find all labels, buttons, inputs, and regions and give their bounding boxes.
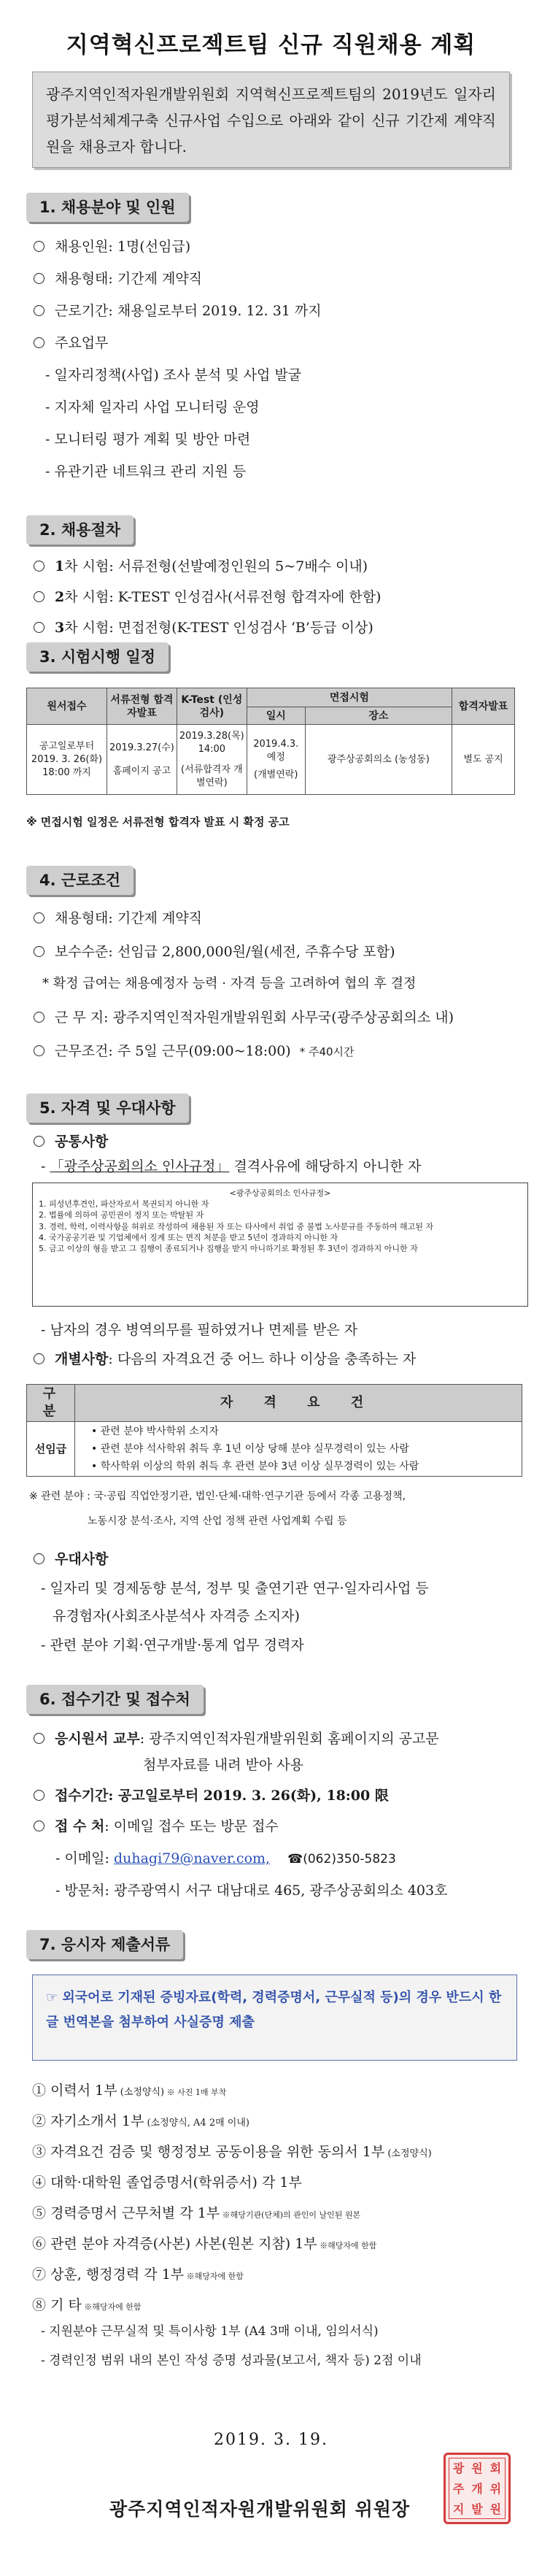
document-item: ⑥ 관련 분야 자격증(사본) 사본(원본 지참) 1부 ※해당자에 한함 — [32, 2236, 377, 2252]
common-requirement: - 「광주상공회의소 인사규정」 결격사유에 해당하지 아니한 자 — [41, 1158, 422, 1174]
document-item: ② 자기소개서 1부 (소정양식, A4 2매 이내) — [32, 2113, 249, 2129]
duty-line: - 지자체 일자리 사업 모니터링 운영 — [45, 399, 260, 415]
table-cell: 광주상공회의소 (농성동) — [305, 725, 452, 795]
signer-name: 광주지역인적자원개발위원회 위원장 — [109, 2499, 411, 2520]
email-line: - 이메일: duhagi79@naver.com, ☎(062)350-5823 — [55, 1850, 396, 1866]
circle-bullet-icon — [34, 1045, 44, 1056]
section-heading-working-conditions: 4. 근로조건 — [26, 866, 133, 895]
col-header: 합격자발표 — [452, 688, 515, 725]
qual-item: • 관련 분야 석사학위 취득 후 1년 이상 당해 분야 실무경력이 있는 사람 — [91, 1443, 409, 1455]
table-cell: 공고일로부터 2019. 3. 26(화) 18:00 까지 — [27, 725, 107, 795]
table-cell: 2019.4.3. 예정 (개별연락) — [247, 725, 305, 795]
intro-box: 광주지역인적자원개발위원회 지역혁신프로젝트팀의 2019년도 일자리평가분석체계구축 신규사업 수입으로 아래와 같이 신규 기간제 계약직원을 채용코자 합니다. — [32, 72, 510, 168]
section-heading-recruitment: 1. 채용분야 및 인원 — [26, 193, 189, 222]
military-service-line: - 남자의 경우 병역의무를 필하였거나 면제를 받은 자 — [41, 1322, 358, 1338]
rule-item: 1. 피성년후견인, 파산자로서 복권되지 아니한 자 — [39, 1199, 209, 1210]
bullet-line: 근 무 지: 광주지역인적자원개발위원회 사무국(광주상공회의소 내) — [34, 1007, 454, 1028]
circle-bullet-icon — [34, 1353, 44, 1364]
bullet-line: 보수수준: 선임급 2,800,000원/월(세전, 주휴수당 포함) — [34, 942, 395, 962]
section-heading-documents: 7. 응시자 제출서류 — [26, 1930, 183, 1959]
salary-note: * 확정 급여는 채용예정자 능력 · 자격 등을 고려하여 협의 후 결정 — [42, 976, 417, 991]
table-row — [27, 1422, 522, 1477]
schedule-note: ※ 면접시험 일정은 서류전형 합격자 발표 시 확정 공고 — [26, 815, 290, 828]
document-item: ③ 자격요건 검증 및 행정정보 공동이용을 위한 동의서 1부 (소정양식) — [32, 2144, 432, 2160]
application-period: 접수기간: 공고일로부터 2019. 3. 26(화), 18:00 限 — [34, 1785, 389, 1806]
application-form-line-2: 첨부자료를 내려 받아 사용 — [143, 1757, 304, 1773]
col-header: 자 격 요 건 — [75, 1385, 522, 1422]
bullet-line: 주요업무 — [34, 333, 108, 353]
bullet-line: 채용인원: 1명(선임급) — [34, 237, 190, 257]
subsection-individual: 개별사항: 다음의 자격요건 중 어느 하나 이상을 충족하는 자 — [34, 1349, 416, 1369]
document-item: ① 이력서 1부 (소정양식) ※ 사진 1매 부착 — [32, 2083, 227, 2099]
table-cell: 2019.3.28(목) 14:00 (서류합격자 개별연락) — [177, 725, 247, 795]
duty-line: - 모니터링 평가 계획 및 방안 마련 — [45, 431, 251, 447]
col-header: 면접시험 — [247, 688, 452, 707]
bullet-line: 근무조건: 주 5일 근무(09:00~18:00) * 주40시간 — [34, 1041, 355, 1062]
preference-line: 유경험자(사회조사분석사 자격증 소지자) — [53, 1608, 300, 1624]
section-heading-schedule: 3. 시험시행 일정 — [26, 642, 169, 672]
document-title: 지역혁신프로젝트팀 신규 직원채용 계획 — [66, 32, 476, 58]
bullet-line: 근로기간: 채용일로부터 2019. 12. 31 까지 — [34, 301, 322, 321]
table-cell: 선임급 — [27, 1422, 75, 1477]
circle-bullet-icon — [34, 1820, 44, 1831]
bullet-line: 채용형태: 기간제 계약직 — [34, 269, 202, 289]
col-header: K-Test (인성검사) — [177, 688, 247, 725]
circle-bullet-icon — [34, 1012, 44, 1023]
qual-item: • 학사학위 이상의 학위 취득 후 관련 분야 3년 이상 실무경력이 있는 사람 — [91, 1461, 419, 1472]
bullet-line: 2차 시험: K-TEST 인성검사(서류전형 합격자에 한함) — [34, 587, 381, 607]
etc-document-line: - 경력인정 범위 내의 본인 작성 증명 성과물(보고서, 책자 등) 2점 이내 — [41, 2353, 422, 2368]
preference-line: - 일자리 및 경제동향 분석, 정부 및 출연기관 연구·일자리사업 등 — [41, 1580, 429, 1596]
rule-item: 2. 법률에 의하여 공민권이 정지 또는 박탈된 자 — [39, 1210, 204, 1220]
qual-item: • 관련 분야 박사학위 소지자 — [91, 1426, 219, 1437]
col-header: 원서접수 — [27, 688, 107, 725]
rule-item: 4. 국가공공기관 및 기업체에서 징계 또는 면직 처분을 받고 5년이 경과하지 아니한 자 — [39, 1232, 338, 1242]
bullet-line: 1차 시험: 서류전형(선발예정인원의 5~7배수 이내) — [34, 556, 368, 577]
document-item: ⑧ 기 타 ※해당자에 한함 — [32, 2297, 142, 2313]
application-place: 접 수 처: 이메일 접수 또는 방문 접수 — [34, 1816, 279, 1837]
qualification-table — [26, 1384, 522, 1477]
duty-line: - 유관기관 네트워크 관리 지원 등 — [45, 464, 247, 480]
rule-item: 5. 금고 이상의 형을 받고 그 집행이 종료되거나 집행을 받지 아니하기로 확정된 후 3년이 경과하지 아니한 자 — [39, 1244, 418, 1254]
document-item: ⑤ 경력증명서 근무처별 각 1부 ※해당기관(단체)의 관인이 날인된 원본 — [32, 2205, 361, 2221]
circle-bullet-icon — [34, 305, 44, 316]
document-item: ⑦ 상훈, 행정경력 각 1부 ※해당자에 한함 — [32, 2267, 244, 2283]
col-header: 구 분 — [27, 1385, 75, 1422]
col-header: 장소 — [305, 707, 452, 725]
circle-bullet-icon — [34, 591, 44, 602]
related-field-note-2: 노동시장 분석·조사, 지역 산업 정책 관련 사업계획 수립 등 — [88, 1515, 347, 1527]
circle-bullet-icon — [34, 1136, 44, 1147]
circle-bullet-icon — [34, 337, 44, 348]
preference-line: - 관련 분야 기획·연구개발·통계 업무 경력자 — [41, 1637, 304, 1653]
circle-bullet-icon — [34, 622, 44, 633]
etc-document-line: - 지원분야 근무실적 및 특이사항 1부 (A4 3매 이내, 임의서식) — [41, 2324, 379, 2339]
duty-line: - 일자리정책(사업) 조사 분석 및 사업 발굴 — [45, 367, 302, 383]
table-cell: 2019.3.27(수) 홈페이지 공고 — [107, 725, 177, 795]
circle-bullet-icon — [34, 561, 44, 572]
table-row — [27, 725, 515, 795]
hr-rules-box: <광주상공회의소 인사규정> 1. 피성년후견인, 파산자로서 복권되지 아니한 자 2. 법률에 의하여 공민권이 정지 또는 박탈된 자 3. 경력, 학력, 이력사항을 허위로 작성하여 채용된 자 또는 타사에서 취업 중 불법 노사분규를 주동하여 해고된 자 4. 국가공공기관 및 기업체에서 징계 또는 면직 처분을 받고 5년이 경과하지 아니한 자 5. 금고 이상의 형을 받고 그 집행이 종료되거나 집행을 받지 아니하기로 확정된 후 3년이 경과하지 아니한 자 — [32, 1183, 528, 1307]
email-link[interactable]: duhagi79@naver.com, — [113, 1850, 271, 1866]
table-cell — [75, 1422, 522, 1477]
schedule-table — [26, 688, 515, 795]
circle-bullet-icon — [34, 241, 44, 252]
document-date: 2019. 3. 19. — [214, 2431, 328, 2449]
subsection-common: 공통사항 — [34, 1131, 108, 1152]
document-item: ④ 대학·대학원 졸업증명서(학위증서) 각 1부 — [32, 2175, 302, 2191]
visit-address: - 방문처: 광주광역시 서구 대남대로 465, 광주상공회의소 403호 — [55, 1883, 448, 1899]
translation-notice-box: ☞ 외국어로 기재된 증빙자료(학력, 경력증명서, 근무실적 등)의 경우 반드시 한글 번역본을 첨부하여 사실증명 제출 — [32, 1975, 517, 2061]
subsection-preference: 우대사항 — [34, 1549, 108, 1569]
section-heading-procedure: 2. 채용절차 — [26, 515, 133, 545]
circle-bullet-icon — [34, 1790, 44, 1801]
phone-number: ☎(062)350-5823 — [287, 1852, 396, 1866]
circle-bullet-icon — [34, 946, 44, 957]
related-field-note: ※ 관련 분야 : 국·공립 직업안정기관, 법인·단체·대학·연구기관 등에서 각종 고용정책, — [29, 1491, 406, 1502]
col-header: 서류전형 합격자발표 — [107, 688, 177, 725]
official-seal-icon: 광 원 회 주 개 위 지 발 원 — [444, 2453, 511, 2524]
bullet-line: 채용형태: 기간제 계약직 — [34, 908, 202, 928]
circle-bullet-icon — [34, 1733, 44, 1744]
bullet-line: 3차 시험: 면접전형(K-TEST 인성검사 ‘B’등급 이상) — [34, 618, 373, 638]
circle-bullet-icon — [34, 273, 44, 284]
rule-item: 3. 경력, 학력, 이력사항을 허위로 작성하여 채용된 자 또는 타사에서 취업 중 불법 노사분규를 주동하여 해고된 자 — [39, 1221, 433, 1231]
section-heading-qualifications: 5. 자격 및 우대사항 — [26, 1093, 189, 1123]
circle-bullet-icon — [34, 1553, 44, 1564]
col-header: 일시 — [247, 707, 305, 725]
application-form-line: 응시원서 교부: 광주지역인적자원개발위원회 홈페이지의 공고문 — [34, 1729, 439, 1749]
section-heading-application: 6. 접수기간 및 접수처 — [26, 1685, 204, 1714]
circle-bullet-icon — [34, 912, 44, 923]
table-cell: 별도 공지 — [452, 725, 515, 795]
